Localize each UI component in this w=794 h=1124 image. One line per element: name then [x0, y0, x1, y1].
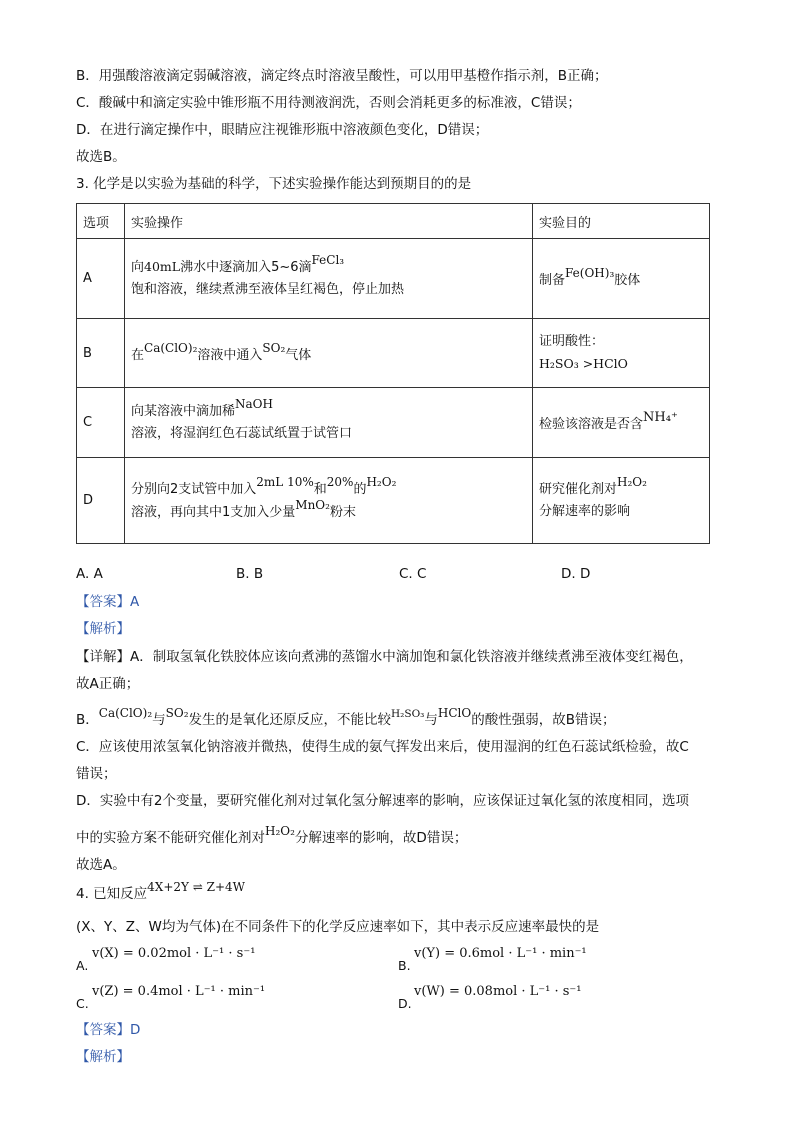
text: 发生的是氧化还原反应，不能比较: [188, 712, 392, 728]
formula: HClO: [437, 706, 472, 720]
analysis-label: 【解析】: [76, 1049, 130, 1065]
question-stem: [76, 880, 246, 904]
detail-line: [76, 824, 468, 848]
formula: NH₄⁺: [643, 410, 678, 425]
formula: 2mL 10%: [256, 474, 314, 489]
text: 制备: [539, 273, 566, 288]
question-stem: (X、Y、Z、W均为气体)在不同条件下的化学反应速率如下，其中表示反应速率最快的是: [76, 919, 600, 935]
text: 向某溶液中滴加稀: [131, 404, 236, 419]
row-operation: [125, 458, 533, 544]
formula: SO₂: [262, 340, 286, 355]
text: 分别向2支试管中加入: [131, 481, 257, 497]
row-operation: [125, 388, 533, 458]
row-goal: [533, 388, 710, 458]
analysis-label: 【解析】: [76, 621, 130, 637]
option-a-label: A.: [76, 958, 89, 973]
question-stem: 3. 化学是以实验为基础的科学，下述实验操作能达到预期目的的是: [76, 176, 472, 192]
text: 检验该溶液是否含: [539, 417, 644, 432]
text: B．: [76, 712, 99, 728]
row-option: D: [77, 458, 125, 544]
table-header-row: [77, 204, 710, 239]
option-c-equation: v(Z) = 0.4mol · L⁻¹ · min⁻¹: [92, 984, 266, 999]
row-goal: [533, 458, 710, 544]
text-line: C．酸碱中和滴定实验中锥形瓶不用待测液润洗，否则会消耗更多的标准液，C错误；: [76, 95, 581, 111]
text: 溶液中通入: [197, 347, 263, 363]
formula: NaOH: [235, 397, 273, 411]
detail-line: C．应该使用浓氢氧化钠溶液并微热，使得生成的氨气挥发出来后，使用湿润的红色石蕊试纸检验，故C: [76, 739, 689, 755]
formula: H₂O₂: [265, 824, 295, 838]
text: 胶体: [614, 273, 641, 288]
text-line: B．用强酸溶液滴定弱碱溶液，滴定终点时溶液呈酸性，可以用甲基橙作指示剂，B正确；: [76, 68, 608, 84]
formula: Fe(OH)₃: [565, 266, 615, 280]
text: 中的实验方案不能研究催化剂对: [76, 830, 265, 846]
text: 4. 已知反应: [76, 886, 148, 902]
text: 溶液，将湿润红色石蕊试纸置于试管口: [131, 426, 353, 441]
text: 研究催化剂对: [539, 482, 618, 497]
text-line: 故选A。: [76, 857, 126, 873]
text: 与: [424, 712, 438, 728]
formula: FeCl₃: [311, 253, 345, 267]
formula: H₂O₂: [617, 475, 647, 489]
detail-line: 错误；: [76, 766, 117, 782]
text: 分解速率的影响，故D错误；: [294, 830, 468, 846]
formula: MnO₂: [295, 497, 330, 512]
row-option: A: [77, 239, 125, 319]
experiment-table: [76, 203, 710, 544]
header-option: 选项: [77, 204, 125, 239]
text: 与: [152, 712, 166, 728]
formula: SO₂: [165, 706, 189, 720]
answer-label: 【答案】D: [76, 1022, 141, 1038]
formula: 4X+2Y ⇌ Z+4W: [147, 880, 246, 894]
option-c-label: C.: [76, 996, 89, 1011]
text-line: 故选B。: [76, 149, 126, 165]
text: 证明酸性：: [539, 334, 605, 349]
table-row: [77, 458, 710, 544]
formula: 20%: [326, 474, 354, 489]
option-d-equation: v(W) = 0.08mol · L⁻¹ · s⁻¹: [414, 984, 582, 999]
text: 气体: [285, 347, 312, 363]
text: 饱和溶液，继续煮沸至液体呈红褐色，停止加热: [131, 282, 405, 297]
text: 和: [313, 481, 327, 497]
answer-label: 【答案】A: [76, 594, 140, 610]
header-operation: 实验操作: [125, 204, 533, 239]
option-a-equation: v(X) = 0.02mol · L⁻¹ · s⁻¹: [92, 946, 256, 961]
detail-line: D．实验中有2个变量，要研究催化剂对过氧化氢分解速率的影响，应该保证过氧化氢的浓度相同，选项: [76, 793, 689, 809]
formula: H₂SO₃: [391, 708, 425, 720]
detail-line: 故A正确；: [76, 676, 140, 692]
table-row: [77, 388, 710, 458]
text: 的: [353, 481, 367, 497]
choice-b: B. B: [236, 566, 264, 582]
row-operation: [125, 319, 533, 388]
text: 分解速率的影响: [539, 504, 631, 519]
option-b-equation: v(Y) = 0.6mol · L⁻¹ · min⁻¹: [414, 946, 587, 961]
formula: H₂SO₃ >HClO: [539, 356, 628, 371]
row-option: C: [77, 388, 125, 458]
text: 的酸性强弱，故B错误；: [471, 712, 616, 728]
formula: Ca(ClO)₂: [144, 340, 198, 355]
choice-c: C. C: [399, 566, 427, 582]
formula: H₂O₂: [366, 474, 397, 489]
formula: Ca(ClO)₂: [98, 706, 153, 720]
text: 粉末: [329, 504, 356, 520]
text: 在: [131, 347, 145, 363]
text: 溶液，再向其中1支加入少量: [131, 504, 296, 520]
table-row: [77, 319, 710, 388]
text-line: D．在进行滴定操作中，眼睛应注视锥形瓶中溶液颜色变化，D错误；: [76, 122, 489, 138]
option-b-label: B.: [398, 958, 411, 973]
detail-line: 【详解】A．制取氢氧化铁胶体应该向煮沸的蒸馏水中滴加饱和氯化铁溶液并继续煮沸至液体变红褐色，: [76, 649, 693, 665]
formula: 40mL: [144, 259, 181, 274]
choice-d: D. D: [561, 566, 591, 582]
choice-a: A. A: [76, 566, 103, 582]
detail-line: [76, 706, 616, 731]
text: 沸水中逐滴加入5~6滴: [180, 260, 312, 275]
row-option: B: [77, 319, 125, 388]
row-goal: [533, 239, 710, 319]
text: 向: [131, 260, 145, 275]
header-goal: 实验目的: [533, 204, 710, 239]
table-row: [77, 239, 710, 319]
row-goal: [533, 319, 710, 388]
option-d-label: D.: [398, 996, 412, 1011]
row-operation: [125, 239, 533, 319]
